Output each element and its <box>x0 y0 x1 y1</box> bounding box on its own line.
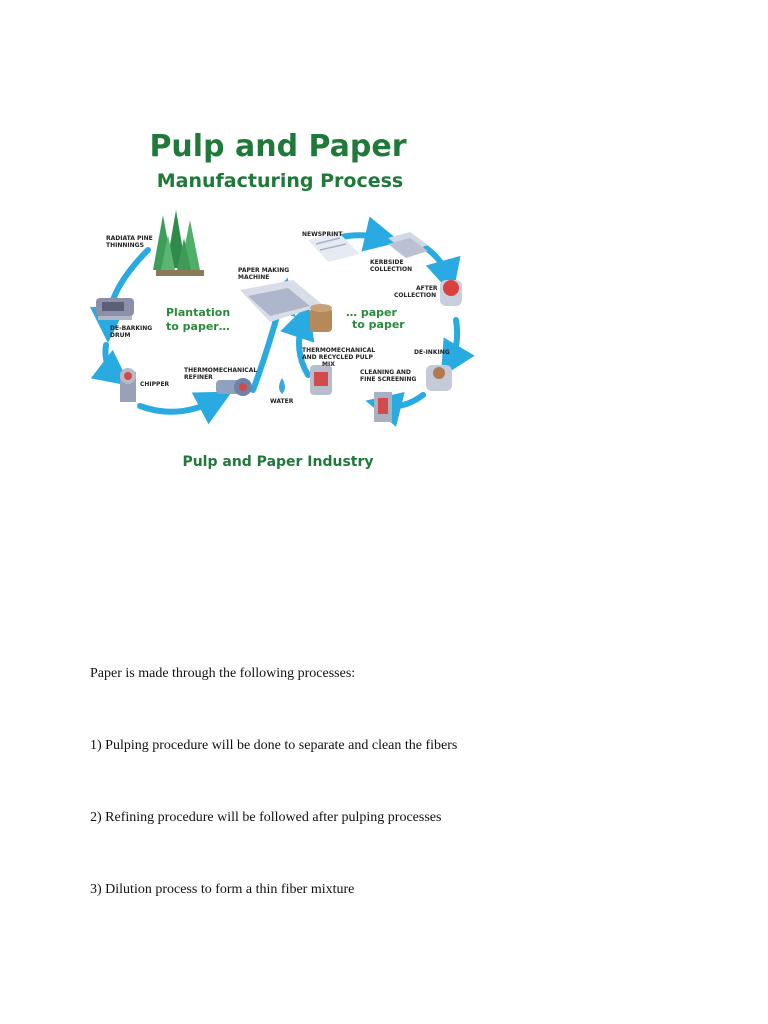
label-kerbside-1: KERBSIDE <box>370 259 404 266</box>
label-chipper: CHIPPER <box>140 381 170 388</box>
label-newsprint: NEWSPRINT <box>302 231 343 238</box>
chipper-icon <box>120 368 136 402</box>
paper-machine-icon <box>240 280 332 332</box>
debarking-drum-icon <box>96 298 134 320</box>
label-after-2: COLLECTION <box>394 292 437 299</box>
label-debark-1: DE-BARKING <box>110 325 153 332</box>
label-machine-1: PAPER MAKING <box>238 267 290 274</box>
label-radiata-2: THINNINGS <box>106 242 144 249</box>
step-3-paragraph: 3) Dilution process to form a thin fiber mixture <box>90 882 355 897</box>
label-cleaning-2: FINE SCREENING <box>360 376 417 383</box>
left-loop-label-line2: to paper… <box>166 320 230 333</box>
label-radiata-1: RADIATA PINE <box>106 235 153 242</box>
left-loop-label-line1: Plantation <box>166 306 231 319</box>
screening-icon <box>374 392 392 422</box>
pulp-mix-tank-icon <box>310 365 332 395</box>
label-thermo-2: REFINER <box>184 374 213 381</box>
step-1-paragraph: 1) Pulping procedure will be done to separate and clean the fibers <box>90 738 458 753</box>
label-mix-2: AND RECYCLED PULP <box>302 354 373 361</box>
kerbside-bundle-icon <box>388 232 428 258</box>
water-drop-icon <box>279 378 285 394</box>
label-mix-1: THERMOMECHANICAL <box>302 347 376 354</box>
right-loop-label-line2: to paper <box>352 318 405 331</box>
intro-paragraph: Paper is made through the following processes: <box>90 666 356 681</box>
label-kerbside-2: COLLECTION <box>370 266 413 273</box>
refiner-icon <box>216 378 252 396</box>
label-machine-2: MACHINE <box>238 274 270 281</box>
figure-footer: Pulp and Paper Industry <box>182 454 374 470</box>
label-cleaning-1: CLEANING AND <box>360 369 411 376</box>
deinking-tank-icon <box>426 365 452 391</box>
label-deinking: DE-INKING <box>414 349 450 356</box>
label-debark-2: DRUM <box>110 332 131 339</box>
step-2-paragraph: 2) Refining procedure will be followed after pulping processes <box>90 810 442 825</box>
figure-title: Pulp and Paper <box>149 129 407 164</box>
process-diagram <box>88 110 480 490</box>
process-figure <box>88 110 480 490</box>
collection-tank-icon <box>440 280 462 306</box>
pine-trees-icon <box>153 210 204 276</box>
label-mix-3: MIX <box>322 361 335 368</box>
label-thermo-1: THERMOMECHANICAL <box>184 367 258 374</box>
label-after-1: AFTER <box>416 285 438 292</box>
right-loop-label-line1: … paper <box>346 306 397 319</box>
figure-subtitle: Manufacturing Process <box>156 170 404 192</box>
label-water: WATER <box>270 398 294 405</box>
